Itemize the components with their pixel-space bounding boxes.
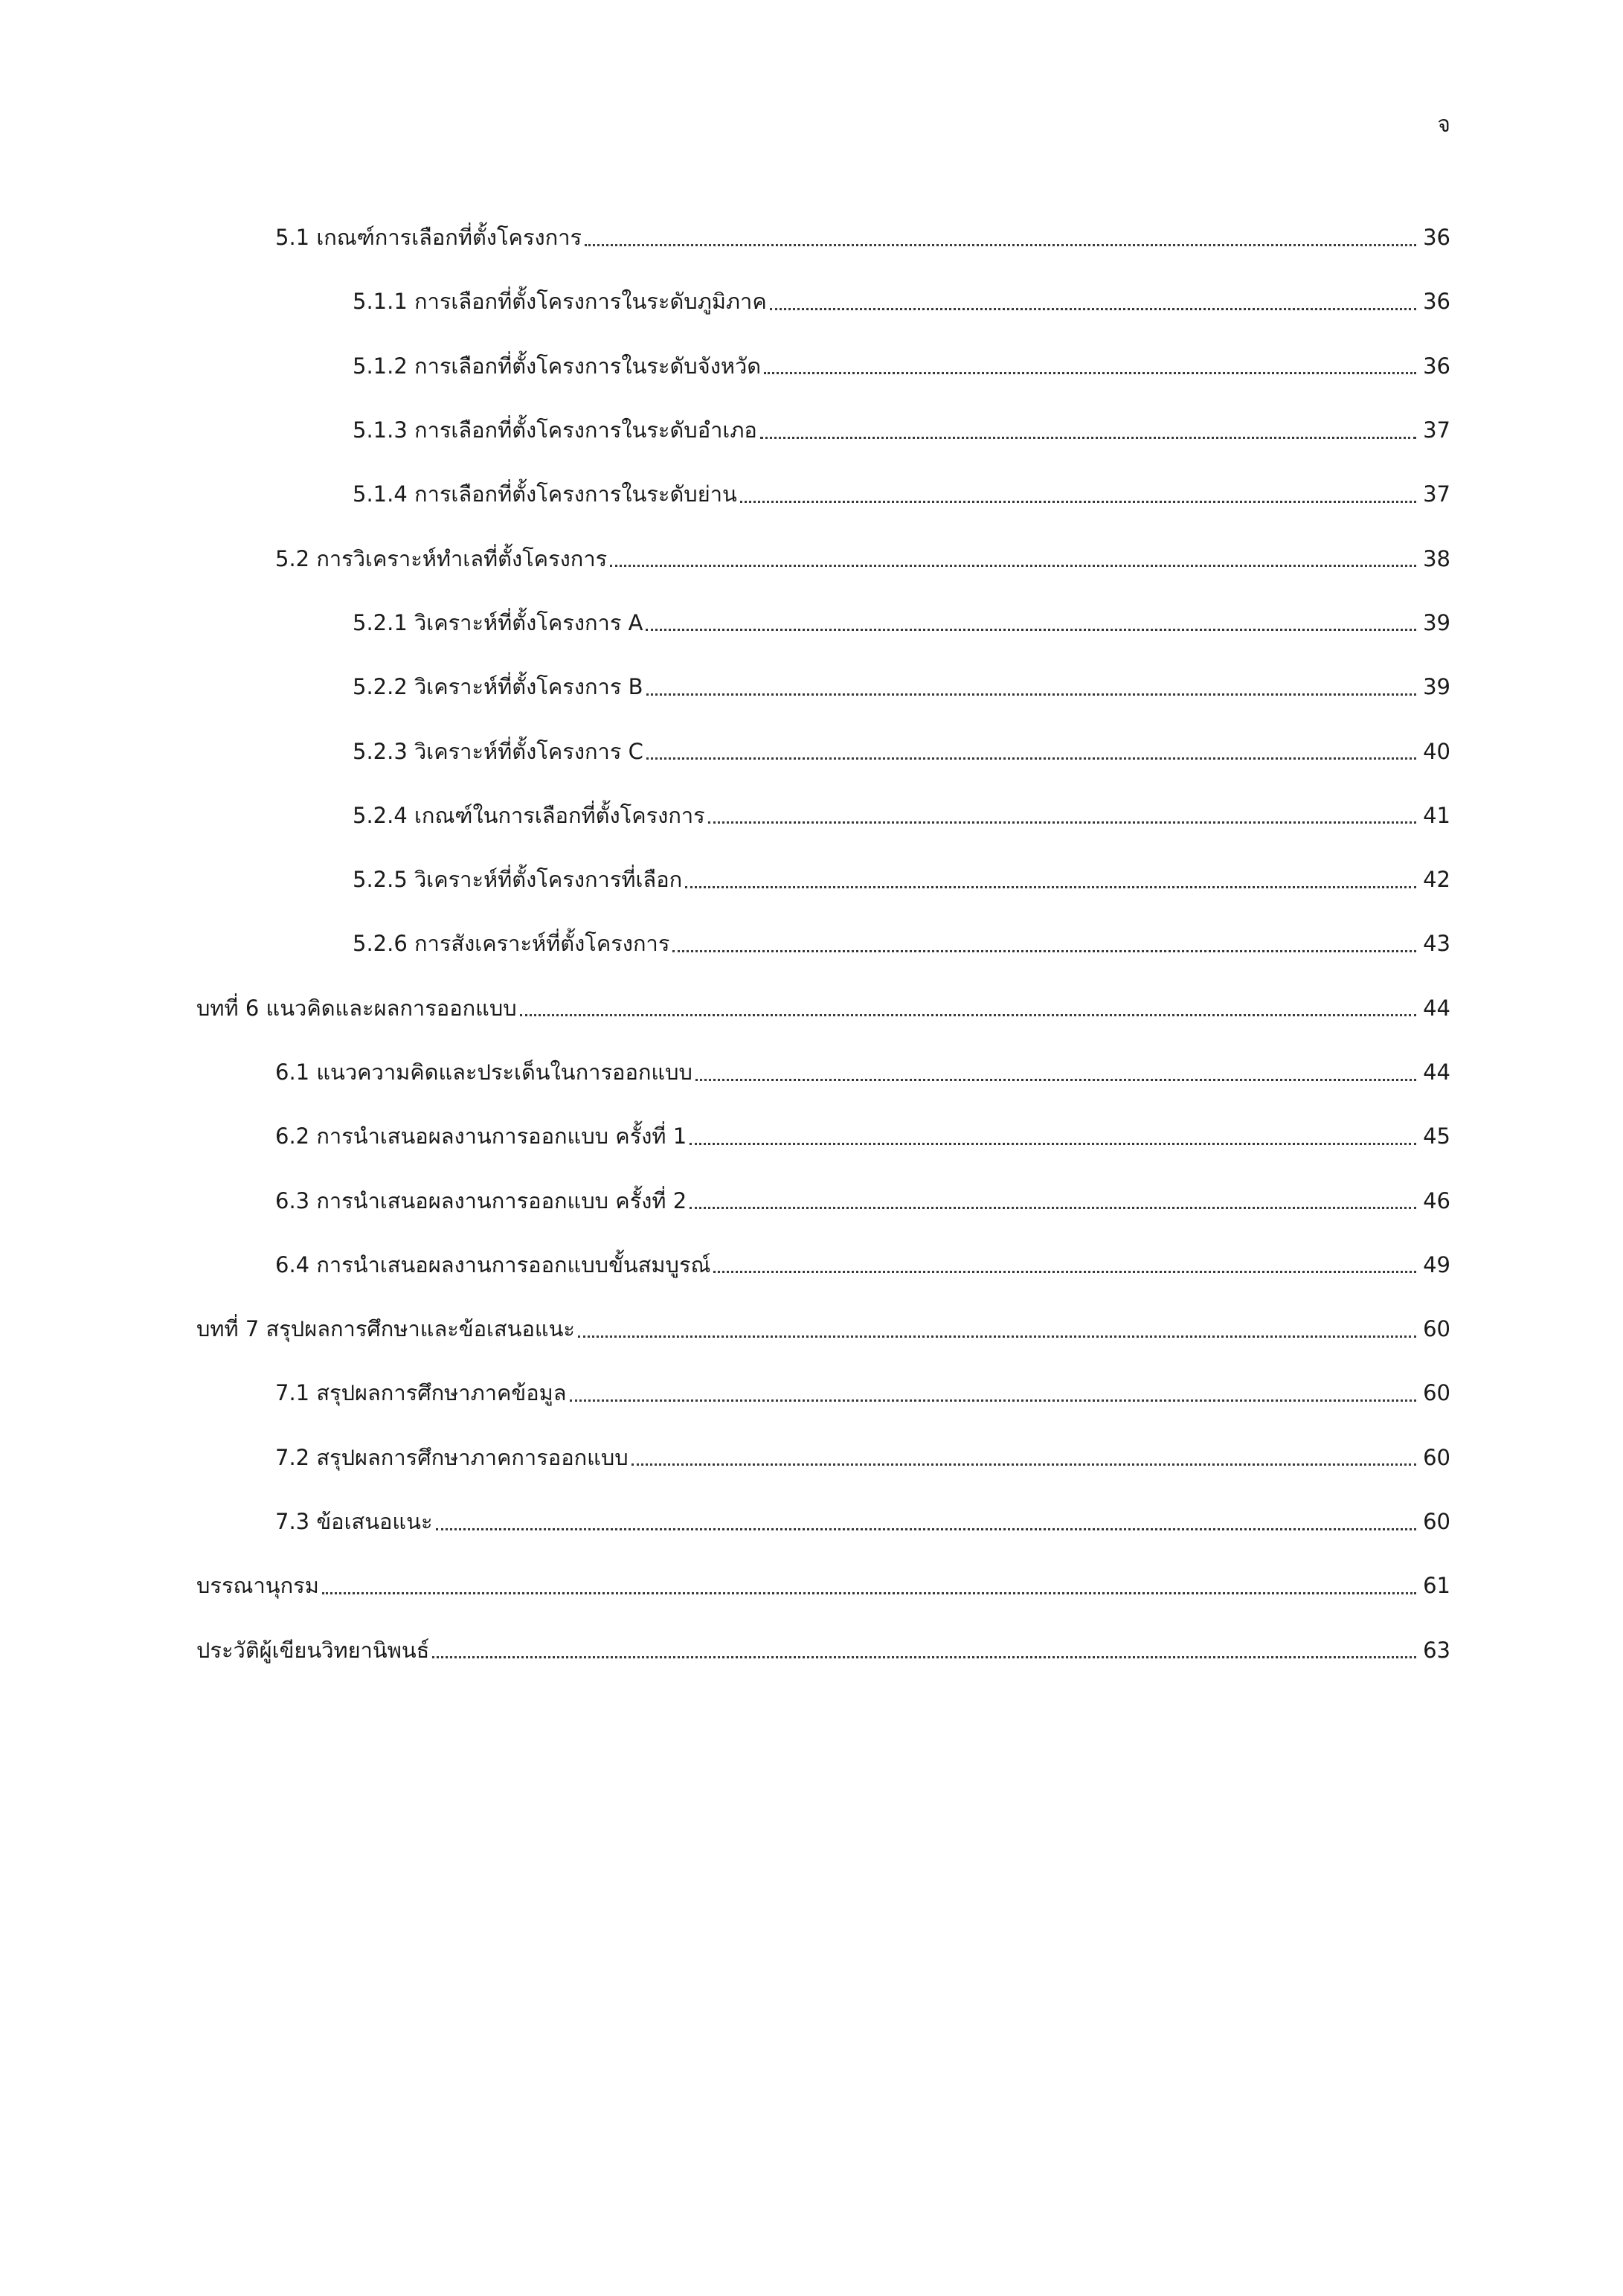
toc-dot-leader — [432, 1656, 1416, 1658]
toc-row — [0, 976, 1623, 1040]
toc-entry-page-number: 37 — [1423, 481, 1450, 507]
toc-row — [0, 1489, 1623, 1553]
toc-entry-label: 5.1.2 การเลือกที่ตั้งโครงการในระดับจังหวัด — [353, 353, 762, 379]
toc-entry[interactable] — [353, 398, 1450, 462]
toc-entry[interactable] — [275, 1426, 1450, 1489]
toc-entry-label: บทที่ 7 สรุปผลการศึกษาและข้อเสนอแนะ — [196, 1316, 575, 1342]
toc-entry-label: 6.4 การนำเสนอผลงานการออกแบบขั้นสมบูรณ์ — [275, 1251, 711, 1277]
toc-entry-page-number: 60 — [1423, 1380, 1450, 1406]
toc-entry-page-number: 46 — [1423, 1187, 1450, 1213]
toc-row — [0, 655, 1623, 719]
toc-row — [0, 1426, 1623, 1489]
toc-entry[interactable] — [353, 334, 1450, 398]
toc-row — [0, 526, 1623, 590]
toc-row — [0, 205, 1623, 269]
toc-entry-label: 7.3 ข้อเสนอแนะ — [275, 1509, 433, 1535]
toc-row — [0, 269, 1623, 333]
toc-dot-leader — [322, 1592, 1416, 1594]
toc-entry[interactable] — [275, 205, 1450, 269]
toc-dot-leader — [764, 372, 1416, 374]
toc-dot-leader — [646, 757, 1416, 760]
toc-dot-leader — [695, 1079, 1416, 1081]
toc-entry-page-number: 63 — [1423, 1637, 1450, 1663]
toc-dot-leader — [685, 886, 1416, 888]
toc-row — [0, 1233, 1623, 1297]
toc-entry-page-number: 49 — [1423, 1251, 1450, 1277]
toc-dot-leader — [610, 565, 1416, 567]
toc-entry-label: บทที่ 6 แนวคิดและผลการออกแบบ — [196, 995, 517, 1021]
toc-dot-leader — [646, 629, 1416, 631]
toc-entry[interactable] — [353, 719, 1450, 783]
toc-entry[interactable] — [275, 1168, 1450, 1232]
toc-dot-leader — [672, 950, 1416, 952]
toc-entry[interactable] — [353, 783, 1450, 847]
toc-entry-page-number: 60 — [1423, 1316, 1450, 1342]
toc-row — [0, 1040, 1623, 1104]
toc-dot-leader — [770, 308, 1416, 310]
toc-entry-page-number: 36 — [1423, 289, 1450, 315]
toc-dot-leader — [646, 693, 1416, 696]
toc-entry[interactable] — [353, 462, 1450, 526]
toc-dot-leader — [578, 1335, 1416, 1338]
toc-dot-leader — [760, 437, 1416, 439]
toc-entry-page-number: 38 — [1423, 545, 1450, 571]
toc-entry[interactable] — [353, 269, 1450, 333]
toc-dot-leader — [713, 1271, 1416, 1273]
toc-entry-label: 5.1.3 การเลือกที่ตั้งโครงการในระดับอำเภอ — [353, 417, 757, 443]
toc-dot-leader — [690, 1207, 1416, 1209]
toc-entry[interactable] — [196, 1618, 1450, 1682]
toc-row — [0, 398, 1623, 462]
toc-entry-page-number: 42 — [1423, 867, 1450, 893]
toc-entry[interactable] — [353, 655, 1450, 719]
toc-entry[interactable] — [196, 976, 1450, 1040]
toc-dot-leader — [570, 1399, 1417, 1402]
toc-entry-page-number: 61 — [1423, 1573, 1450, 1599]
toc-entry[interactable] — [275, 1489, 1450, 1553]
toc-entry-page-number: 44 — [1423, 995, 1450, 1021]
toc-entry[interactable] — [353, 847, 1450, 911]
toc-row — [0, 1361, 1623, 1425]
toc-entry-page-number: 40 — [1423, 738, 1450, 764]
toc-entry-page-number: 39 — [1423, 674, 1450, 700]
toc-entry-page-number: 44 — [1423, 1059, 1450, 1085]
toc-entry[interactable] — [275, 1233, 1450, 1297]
toc-entry-label: 5.1.4 การเลือกที่ตั้งโครงการในระดับย่าน — [353, 481, 737, 507]
toc-entry-label: 6.1 แนวความคิดและประเด็นในการออกแบบ — [275, 1059, 692, 1085]
toc-dot-leader — [690, 1143, 1416, 1145]
toc-entry[interactable] — [353, 911, 1450, 975]
toc-dot-leader — [631, 1463, 1416, 1466]
toc-entry-page-number: 36 — [1423, 353, 1450, 379]
toc-entry-label: 5.2 การวิเคราะห์ทำเลที่ตั้งโครงการ — [275, 545, 608, 571]
toc-dot-leader — [585, 244, 1416, 246]
toc-entry-label: 5.2.1 วิเคราะห์ที่ตั้งโครงการ A — [353, 609, 643, 635]
toc-entry[interactable] — [353, 591, 1450, 655]
toc-entry-page-number: 36 — [1423, 225, 1450, 251]
toc-row — [0, 462, 1623, 526]
toc-entry-page-number: 39 — [1423, 609, 1450, 635]
toc-entry-label: 7.1 สรุปผลการศึกษาภาคข้อมูล — [275, 1380, 567, 1406]
toc-entry-label: 6.2 การนำเสนอผลงานการออกแบบ ครั้งที่ 1 — [275, 1123, 687, 1149]
toc-entry-label: 7.2 สรุปผลการศึกษาภาคการออกแบบ — [275, 1444, 629, 1470]
toc-row — [0, 1168, 1623, 1232]
table-of-contents — [0, 205, 1623, 1682]
toc-entry-label: 5.2.6 การสังเคราะห์ที่ตั้งโครงการ — [353, 931, 670, 957]
toc-entry[interactable] — [275, 526, 1450, 590]
toc-dot-leader — [740, 501, 1416, 503]
toc-dot-leader — [436, 1528, 1416, 1530]
toc-entry-page-number: 45 — [1423, 1123, 1450, 1149]
toc-entry-label: 5.1 เกณฑ์การเลือกที่ตั้งโครงการ — [275, 225, 582, 251]
toc-entry-label: 6.3 การนำเสนอผลงานการออกแบบ ครั้งที่ 2 — [275, 1187, 687, 1213]
toc-entry-label: 5.2.3 วิเคราะห์ที่ตั้งโครงการ C — [353, 738, 643, 764]
toc-entry[interactable] — [275, 1040, 1450, 1104]
toc-row — [0, 783, 1623, 847]
toc-entry-label: ประวัติผู้เขียนวิทยานิพนธ์ — [196, 1637, 430, 1663]
toc-entry-page-number: 43 — [1423, 931, 1450, 957]
toc-entry[interactable] — [196, 1553, 1450, 1617]
toc-row — [0, 1297, 1623, 1361]
toc-entry-label: 5.2.5 วิเคราะห์ที่ตั้งโครงการที่เลือก — [353, 867, 683, 893]
toc-entry-page-number: 41 — [1423, 802, 1450, 828]
toc-row — [0, 847, 1623, 911]
toc-entry[interactable] — [275, 1104, 1450, 1168]
toc-row — [0, 1104, 1623, 1168]
toc-dot-leader — [520, 1014, 1416, 1016]
toc-entry-page-number: 60 — [1423, 1509, 1450, 1535]
toc-entry[interactable] — [275, 1361, 1450, 1425]
toc-row — [0, 591, 1623, 655]
toc-entry-page-number: 60 — [1423, 1444, 1450, 1470]
page-number: จ — [1437, 112, 1450, 138]
toc-entry-label: 5.2.2 วิเคราะห์ที่ตั้งโครงการ B — [353, 674, 643, 700]
toc-row — [0, 1553, 1623, 1617]
toc-row — [0, 719, 1623, 783]
toc-entry-label: 5.1.1 การเลือกที่ตั้งโครงการในระดับภูมิภาค — [353, 289, 767, 315]
toc-entry-label: บรรณานุกรม — [196, 1573, 319, 1599]
toc-dot-leader — [708, 821, 1416, 824]
toc-row — [0, 911, 1623, 975]
toc-entry-page-number: 37 — [1423, 417, 1450, 443]
toc-entry-label: 5.2.4 เกณฑ์ในการเลือกที่ตั้งโครงการ — [353, 802, 705, 828]
toc-row — [0, 334, 1623, 398]
toc-row — [0, 1618, 1623, 1682]
toc-entry[interactable] — [196, 1297, 1450, 1361]
